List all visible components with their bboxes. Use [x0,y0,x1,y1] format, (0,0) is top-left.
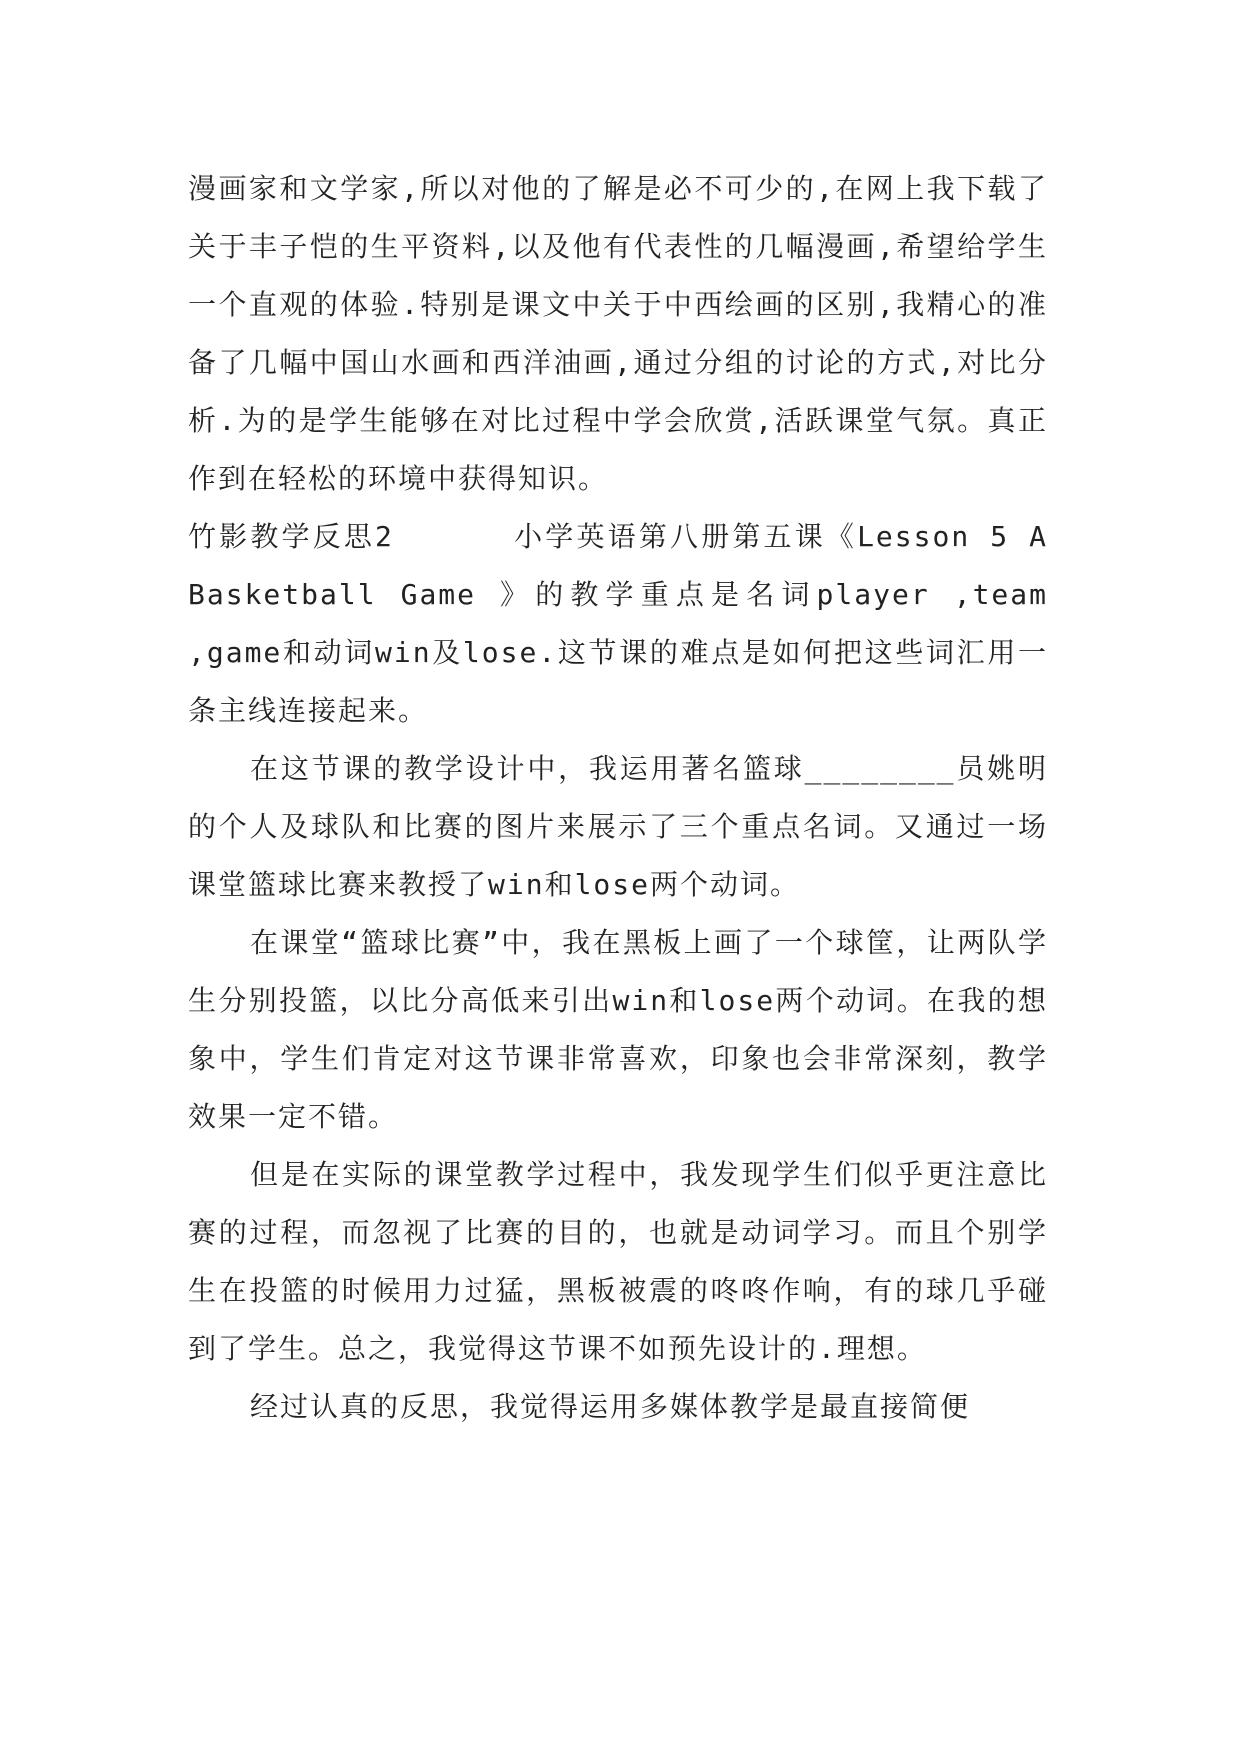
paragraph-5: 但是在实际的课堂教学过程中，我发现学生们似乎更注意比赛的过程，而忽视了比赛的目的，也就是动词学习。而且个别学生在投篮的时候用力过猛，黑板被震的咚咚作响，有的球几乎碰到了学生。总之，我觉得这节课不如预先设计的.理想。 [188,1158,1048,1365]
paragraph-3: 在这节课的教学设计中，我运用著名篮球________员姚明的个人及球队和比赛的图片来展示了三个重点名词。又通过一场课堂篮球比赛来教授了win和lose两个动词。 [188,752,1048,901]
paragraph-4: 在课堂“篮球比赛”中，我在黑板上画了一个球筐，让两队学生分别投篮，以比分高低来引出win和lose两个动词。在我的想象中，学生们肯定对这节课非常喜欢，印象也会非常深刻，教学效果一定不错。 [188,926,1048,1133]
paragraph-2-text: 小学英语第八册第五课《Lesson 5 A Basketball Game 》的教学重点是名词player ,team ,game和动词win及lose.这节课的难点是如何把这些词汇用一条主线连接起来。 [188,520,1048,727]
paragraph-2 [188,508,1048,740]
section-heading: 竹影教学反思2 [188,520,394,553]
document-body [188,160,1048,1436]
paragraph-1: 漫画家和文学家,所以对他的了解是必不可少的,在网上我下载了关于丰子恺的生平资料,以及他有代表性的几幅漫画,希望给学生一个直观的体验.特别是课文中关于中西绘画的区别,我精心的准备了几幅中国山水画和西洋油画,通过分组的讨论的方式,对比分析.为的是学生能够在对比过程中学会欣赏,活跃课堂气氛。真正作到在轻松的环境中获得知识。 [188,172,1048,495]
paragraph-6: 经过认真的反思，我觉得运用多媒体教学是最直接简便 [250,1390,971,1423]
heading-gap [394,520,514,553]
